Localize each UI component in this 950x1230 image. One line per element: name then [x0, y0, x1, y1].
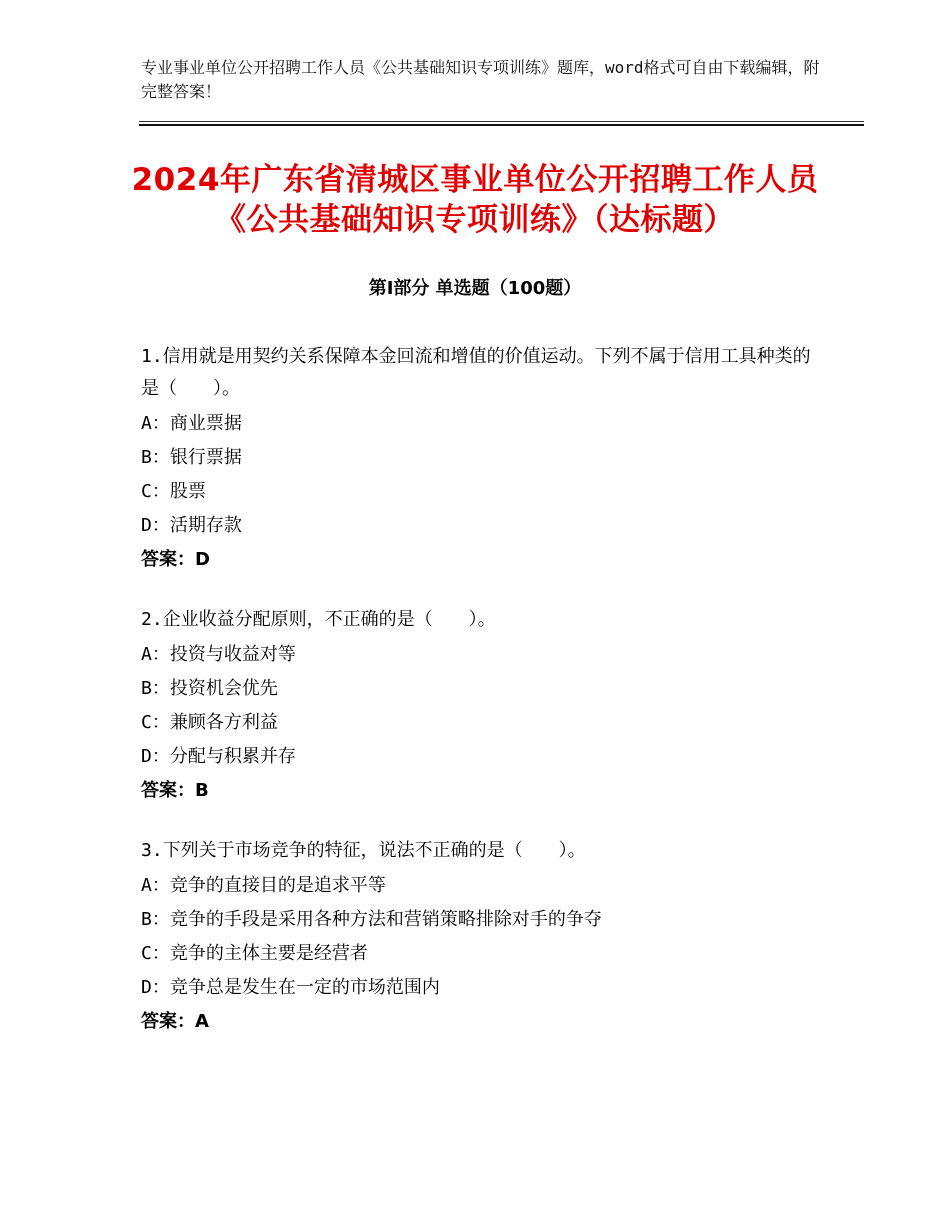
question-list: [141, 341, 821, 1066]
answer-label: 答案：A: [141, 1011, 209, 1032]
question-text: 2.企业收益分配原则，不正确的是（ ）。: [141, 609, 496, 630]
option-a: A：投资与收益对等: [141, 644, 296, 665]
option-c: C：兼顾各方利益: [141, 712, 278, 733]
question-1: [141, 341, 821, 577]
question-text: 1.信用就是用契约关系保障本金回流和增值的价值运动。下列不属于信用工具种类的是（ ）。: [141, 346, 811, 399]
question-text: 3.下列关于市场竞争的特征，说法不正确的是（ ）。: [141, 840, 586, 861]
header-rule-thick: [139, 124, 864, 126]
option-c: C：股票: [141, 481, 206, 502]
option-d: D：竞争总是发生在一定的市场范围内: [141, 977, 440, 998]
option-b: B：竞争的手段是采用各种方法和营销策略排除对手的争夺: [141, 909, 602, 930]
option-a: A：竞争的直接目的是追求平等: [141, 875, 386, 896]
option-b: B：银行票据: [141, 447, 242, 468]
question-2: [141, 604, 821, 808]
section-title: 第Ⅰ部分 单选题（100题）: [368, 278, 582, 299]
header-rule-thin: [139, 121, 864, 122]
option-d: D：分配与积累并存: [141, 746, 296, 767]
option-b: B：投资机会优先: [141, 678, 278, 699]
answer-label: 答案：D: [141, 549, 210, 570]
option-a: A：商业票据: [141, 413, 242, 434]
option-c: C：竞争的主体主要是经营者: [141, 943, 368, 964]
header-note: 专业事业单位公开招聘工作人员《公共基础知识专项训练》题库，word格式可自由下载编辑，附完整答案！: [141, 58, 820, 101]
answer-label: 答案：B: [141, 780, 209, 801]
option-d: D：活期存款: [141, 515, 242, 536]
document-title: 2024年广东省清城区事业单位公开招聘工作人员《公共基础知识专项训练》（达标题）: [131, 162, 819, 238]
question-3: [141, 835, 821, 1039]
